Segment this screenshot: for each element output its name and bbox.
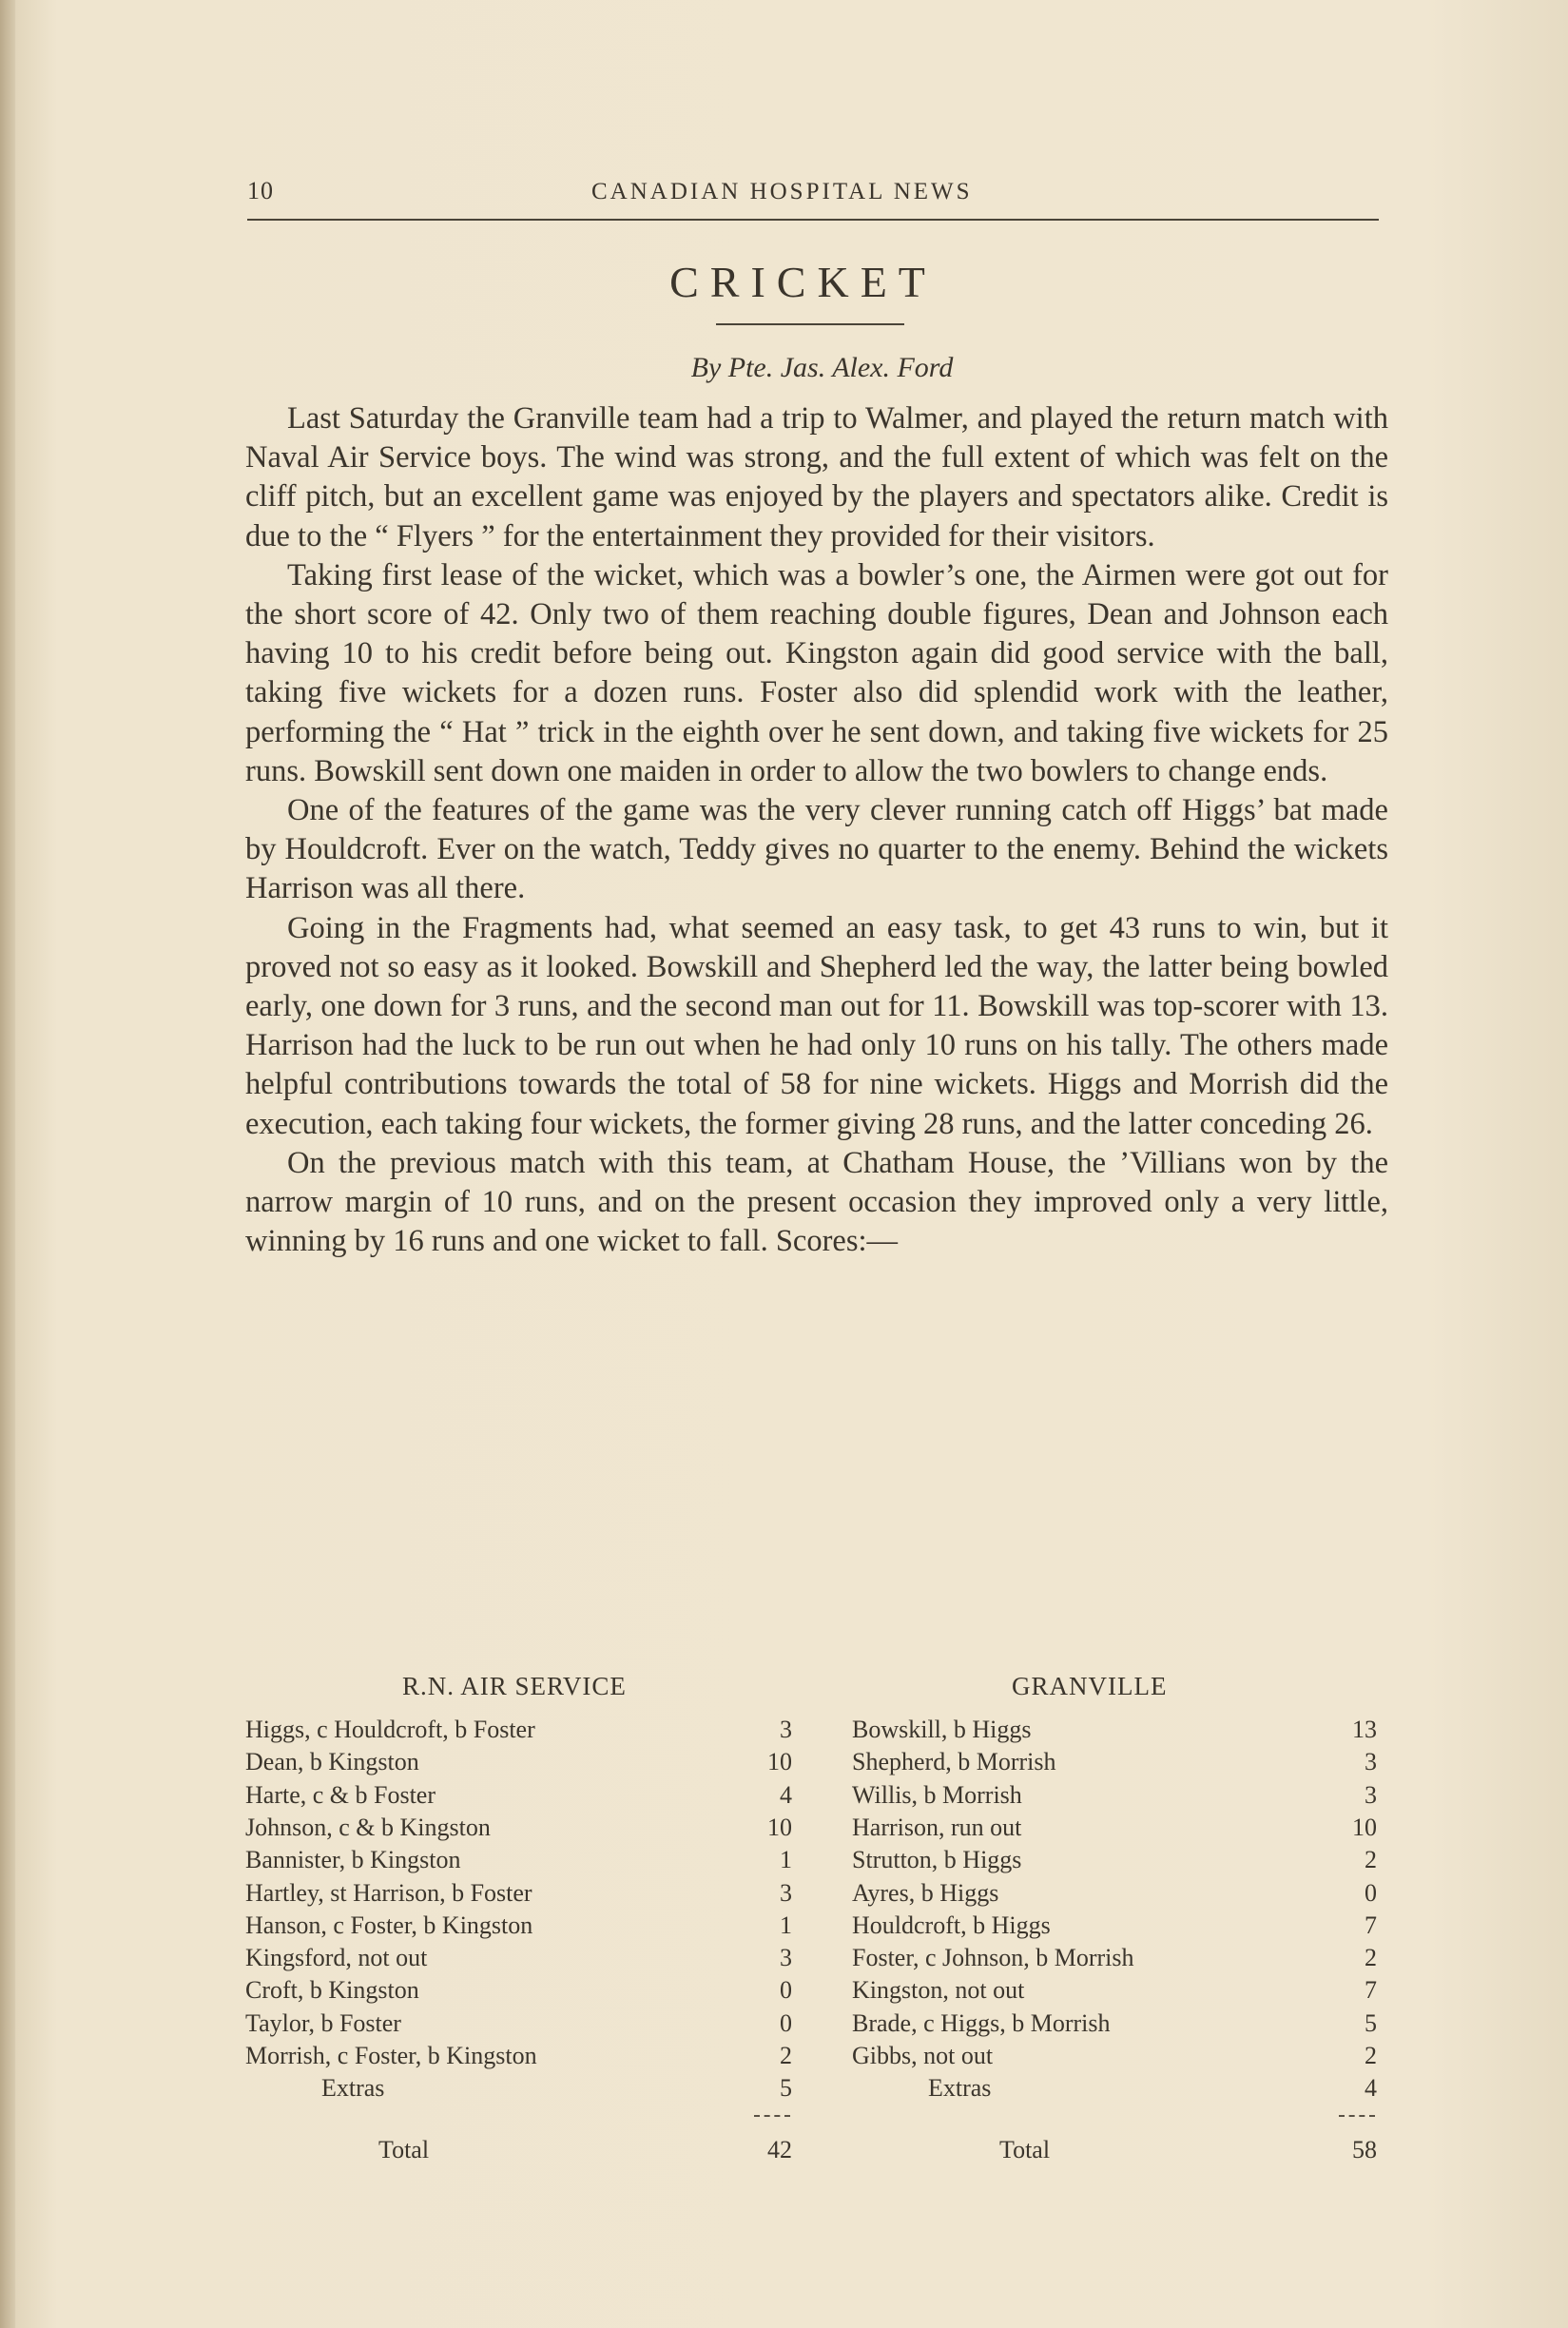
- batsman-entry: Willis, b Morrish: [852, 1780, 1022, 1809]
- sum-rule: [754, 2115, 790, 2117]
- batsman-runs: 2: [780, 2042, 792, 2069]
- batsman-entry: Harrison, run out: [852, 1813, 1022, 1841]
- batsman-entry: Harte, c & b Foster: [245, 1780, 436, 1809]
- batsman-runs: 10: [767, 1813, 792, 1841]
- batsman-entry: Bowskill, b Higgs: [852, 1716, 1032, 1743]
- extras-runs: 5: [780, 2074, 792, 2103]
- batsman-entry: Brade, c Higgs, b Morrish: [852, 2008, 1111, 2037]
- batsman-entry: Gibbs, not out: [852, 2042, 994, 2069]
- paragraph: Taking first lease of the wicket, which was a bowler’s one, the Airmen were got out for the short score of 42. Only two of them reaching double figures, Dean and Johnson each having 10 to his credit before being out. Kingston again did good service with the ball, taking five wickets for a dozen runs. Foster also did splendid work with the leather, performing the “ Hat ” trick in the eighth over he sent down, and taking five wickets for 25 runs. Bowskill sent down one maiden in order to allow the two bowlers to change ends.: [245, 557, 1388, 788]
- total-label: Total: [999, 2135, 1051, 2163]
- extras-label: Extras: [321, 2074, 385, 2103]
- page-spine-shadow: [0, 0, 15, 2328]
- batsman-runs: 0: [780, 2008, 792, 2037]
- batsman-entry: Hartley, st Harrison, b Foster: [245, 1878, 532, 1907]
- batsman-runs: 7: [1365, 1911, 1377, 1939]
- paragraph: Last Saturday the Granville team had a trip to Walmer, and played the return match with Naval Air Service boys. The wind was strong, and the full extent of which was felt on the cliff pitch, but an excellent game was enjoyed by the players and spectators alike. Credit is due to the “ Flyers ” for the entertainment they provided for their visitors.: [245, 401, 1388, 553]
- batsman-entry: Strutton, b Higgs: [852, 1846, 1022, 1874]
- batsman-runs: 1: [780, 1846, 792, 1874]
- batsman-runs: 10: [1352, 1813, 1377, 1841]
- batsman-entry: Foster, c Johnson, b Morrish: [852, 1944, 1134, 1972]
- paragraph: On the previous match with this team, at Chatham House, the ’Villians won by the narrow margin of 10 runs, and on the present occasion they improved only a very little, winning by 16 runs and one wicket to fall. Scores:—: [245, 1145, 1388, 1259]
- batsman-runs: 2: [1365, 2042, 1377, 2069]
- batsman-runs: 4: [780, 1780, 792, 1809]
- batsman-entry: Shepherd, b Morrish: [852, 1748, 1056, 1776]
- batsman-entry: Kingsford, not out: [245, 1944, 428, 1972]
- team-heading-granville: GRANVILLE: [1012, 1672, 1168, 1700]
- batsman-runs: 13: [1352, 1716, 1377, 1743]
- extras-runs: 4: [1365, 2074, 1377, 2103]
- batsman-runs: 1: [780, 1911, 792, 1939]
- batsman-runs: 3: [780, 1944, 792, 1972]
- batsman-entry: Kingston, not out: [852, 1976, 1025, 2005]
- page-header: [247, 177, 1379, 221]
- total-runs: 42: [767, 2135, 792, 2163]
- page-number: 10: [247, 177, 274, 204]
- batsman-entry: Houldcroft, b Higgs: [852, 1911, 1051, 1939]
- batsman-runs: 5: [1365, 2008, 1377, 2037]
- batsman-entry: Johnson, c & b Kingston: [245, 1813, 491, 1841]
- batsman-runs: 3: [780, 1878, 792, 1907]
- batsman-entry: Bannister, b Kingston: [245, 1846, 461, 1874]
- batsman-entry: Morrish, c Foster, b Kingston: [245, 2042, 537, 2069]
- batsman-runs: 2: [1365, 1944, 1377, 1972]
- header-rule: [247, 219, 1379, 221]
- batsman-runs: 0: [780, 1976, 792, 2005]
- total-runs: 58: [1352, 2135, 1377, 2163]
- batsman-runs: 2: [1365, 1846, 1377, 1874]
- title-rule: [716, 323, 904, 325]
- batsman-runs: 7: [1365, 1976, 1377, 2005]
- batsman-entry: Higgs, c Houldcroft, b Foster: [245, 1716, 535, 1743]
- paragraph: Going in the Fragments had, what seemed an easy task, to get 43 runs to win, but it proved not so easy as it looked. Bowskill and Shepherd led the way, the latter being bowled early, one down for 3 runs, and the second man out for 11. Bowskill was top-scorer with 13. Harrison had the luck to be run out when he had only 10 runs on his tally. The others made helpful contributions towards the total of 58 for nine wickets. Higgs and Morrish did the execution, each taking four wickets, the former giving 28 runs, and the latter conceding 26.: [245, 910, 1388, 1141]
- sum-rule: [1339, 2115, 1375, 2117]
- batsman-entry: Taylor, b Foster: [245, 2008, 401, 2037]
- total-label: Total: [378, 2135, 430, 2163]
- batsman-entry: Ayres, b Higgs: [852, 1878, 999, 1907]
- batsman-entry: Dean, b Kingston: [245, 1748, 419, 1776]
- running-head: CANADIAN HOSPITAL NEWS: [591, 179, 973, 204]
- article-title: CRICKET: [669, 258, 937, 306]
- batsman-runs: 3: [1365, 1748, 1377, 1776]
- batsman-entry: Croft, b Kingston: [245, 1976, 419, 2005]
- batsman-runs: 0: [1365, 1878, 1377, 1907]
- batsman-entry: Hanson, c Foster, b Kingston: [245, 1911, 533, 1939]
- article-byline: By Pte. Jas. Alex. Ford: [690, 352, 954, 383]
- article-body: [245, 399, 1388, 1261]
- batsman-runs: 3: [1365, 1780, 1377, 1809]
- paragraph: One of the features of the game was the very clever running catch off Higgs’ bat made by Houldcroft. Ever on the watch, Teddy gives no quarter to the enemy. Behind the wickets Harrison was all there.: [245, 793, 1388, 906]
- batsman-runs: 10: [767, 1748, 792, 1776]
- batsman-runs: 3: [780, 1716, 792, 1743]
- team-heading-rn-air-service: R.N. AIR SERVICE: [402, 1672, 627, 1700]
- extras-label: Extras: [928, 2074, 992, 2103]
